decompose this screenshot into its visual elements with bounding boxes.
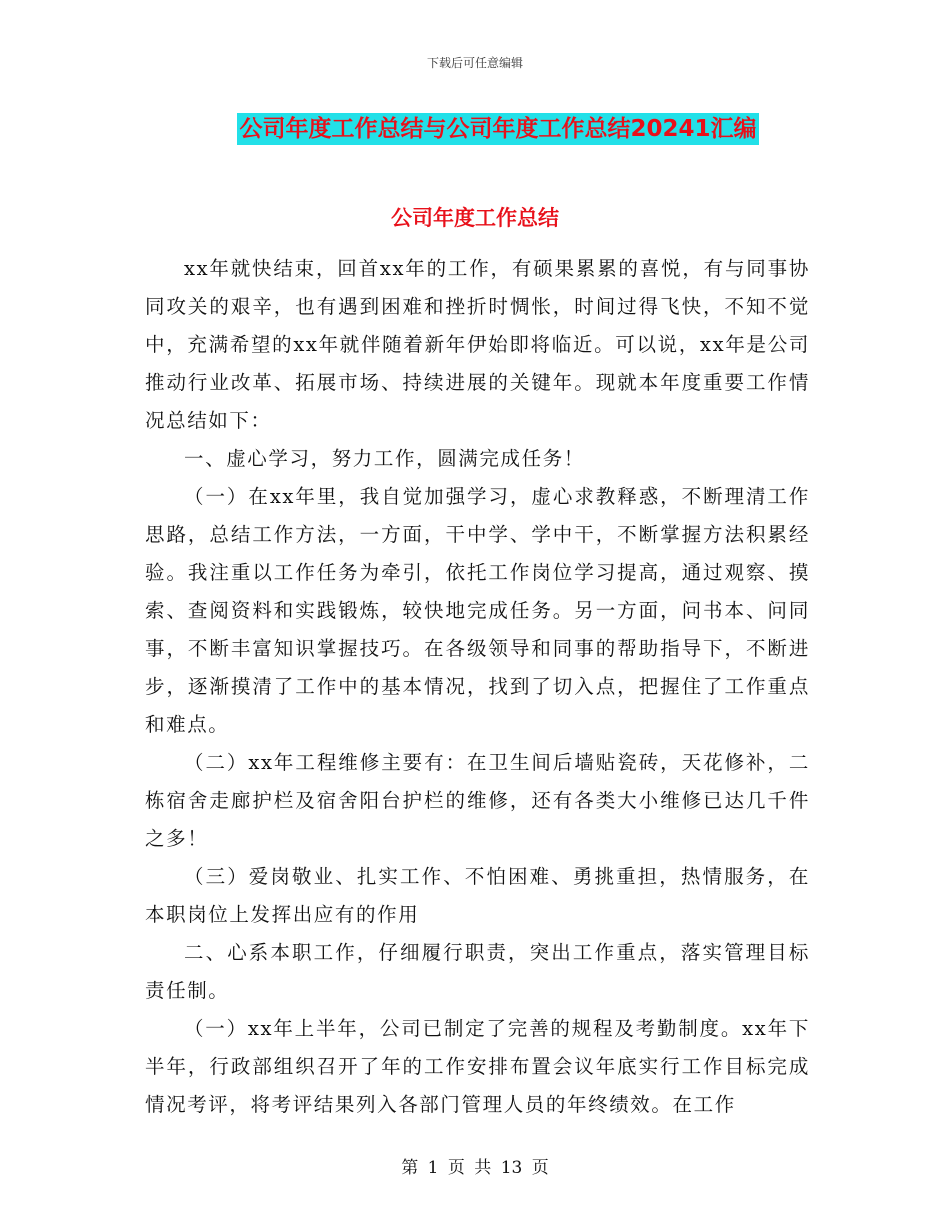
paragraph-1-3: （三）爱岗敬业、扎实工作、不怕困难、勇挑重担，热情服务，在本职岗位上发挥出应有的作用 xyxy=(145,865,810,926)
paragraph-heading-2: 二、心系本职工作，仔细履行职责，突出工作重点，落实管理目标责任制。 xyxy=(145,941,810,1002)
paragraph-intro: xx年就快结束，回首xx年的工作，有硕果累累的喜悦，有与同事协同攻关的艰辛，也有遇到困难和挫折时惆怅，时间过得飞快，不知不觉中，充满希望的xx年就伴随着新年伊始即将临近。可以说，xx年是公司推动行业改革、拓展市场、持续进展的关键年。现就本年度重要工作情况总结如下： xyxy=(145,257,810,432)
main-title-container xyxy=(0,113,950,145)
header-note: 下载后可任意编辑 xyxy=(426,56,523,70)
paragraph-2-1: （一）xx年上半年，公司已制定了完善的规程及考勤制度。xx年下半年，行政部组织召开了年的工作安排布置会议年底实行工作目标完成情况考评，将考评结果列入各部门管理人员的年终绩效。在工作 xyxy=(145,1017,810,1116)
paragraph-heading-1: 一、虚心学习，努力工作，圆满完成任务！ xyxy=(184,447,585,470)
document-body xyxy=(145,250,810,1124)
paragraph-1-2: （二）xx年工程维修主要有：在卫生间后墙贴瓷砖，天花修补，二栋宿舍走廊护栏及宿舍阳台护栏的维修，还有各类大小维修已达几千件之多！ xyxy=(145,751,810,850)
section-title: 公司年度工作总结 xyxy=(391,206,559,230)
document-main-title: 公司年度工作总结与公司年度工作总结20241汇编 xyxy=(237,113,758,145)
page-footer: 第 1 页 共 13 页 xyxy=(401,1158,549,1178)
paragraph-1-1: （一）在xx年里，我自觉加强学习，虚心求教释惑，不断理清工作思路，总结工作方法，一方面，干中学、学中干，不断掌握方法积累经验。我注重以工作任务为牵引，依托工作岗位学习提高，通过观察、摸索、查阅资料和实践锻炼，较快地完成任务。另一方面，问书本、问同事，不断丰富知识掌握技巧。在各级领导和同事的帮助指导下，不断进步，逐渐摸清了工作中的基本情况，找到了切入点，把握住了工作重点和难点。 xyxy=(145,485,810,736)
